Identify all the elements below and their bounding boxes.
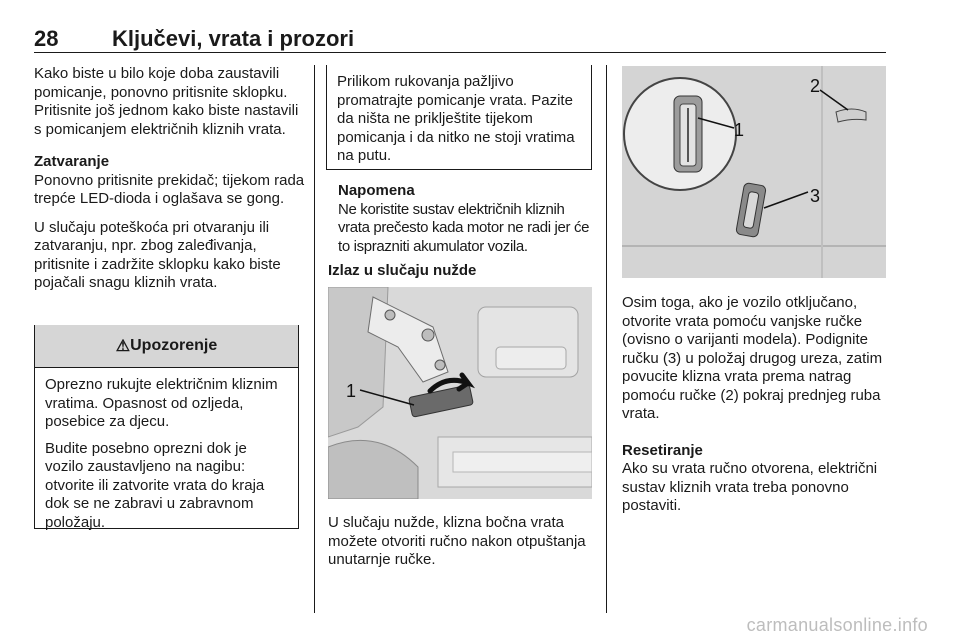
warning-paragraph-2: Budite posebno oprezni dok je vozilo zaustavljeno na nagibu: otvorite ili zatvorite vrata do kraja dok se ne zabravi u zabravnom položaju. [45,439,265,531]
closing-heading: Zatvaranje [34,153,110,170]
emergency-heading: Izlaz u slučaju nužde [328,262,477,279]
reset-paragraph: Ako su vrata ručno otvorena, električni sustav kliznih vrata treba ponovno postaviti. [622,460,878,514]
reset-heading: Resetiranje [622,441,703,459]
note-block [338,182,596,256]
warning-title: Upozorenje [130,337,218,354]
door-handle-illustration [622,66,886,278]
column-divider [606,65,607,613]
figure-label-1: 1 [346,381,357,401]
figure-label-3: 3 [810,186,821,206]
intro-paragraph: Kako biste u bilo koje doba zaustavili pomicanje, ponovno pritisnite sklopku. Pritisnite još jednom kako biste nastavili s pomicanjem električnih kliznih vrata. [34,65,299,138]
caution-text: Prilikom rukovanja pažljivo promatrajte pomicanje vrata. Pazite da ništa ne priklještite tijekom pomicanja i da nitko ne stoji vratima na putu. [337,73,575,164]
figure-label-2: 2 [810,76,821,96]
figure-label-1: 1 [734,120,745,140]
closing-paragraph: Ponovno pritisnite prekidač; tijekom rada trepće LED-dioda i oglašava se gong. [34,171,305,207]
page-number: 28 [34,26,59,51]
warning-icon: ⚠ [115,338,131,355]
door-handle-drawing [622,66,886,278]
column-divider [314,65,315,613]
caution-box [326,65,592,170]
emergency-release-illustration [328,287,592,499]
note-paragraph: Ne koristite sustav električnih kliznih vrata prečesto kada motor ne radi jer će to isprazniti akumulator vozila. [338,200,590,255]
watermark: carmanualsonline.info [746,615,928,635]
unlock-paragraph: Osim toga, ako je vozilo otključano, otvorite vrata pomoću vanjske ručke (ovisno o varijanti modela). Podignite ručku (3) u položaj drugog ureza, zatim povucite klizna vrata prema natrag pomoću ručke (2) pokraj prednjeg ruba vrata. [622,294,883,422]
emergency-release-drawing [328,287,592,499]
column-1 [34,65,306,293]
difficulty-paragraph: U slučaju poteškoća pri otvaranju ili zatvaranju, npr. zbog zaleđivanja, pritisnite i zadržite sklopku kako biste pojačali snagu kliznih vrata. [34,218,281,291]
emergency-paragraph: U slučaju nužde, klizna bočna vrata možete otvoriti ručno nakon otpuštanja unutarnje ručke. [328,514,586,568]
warning-header [35,325,298,368]
header-rule [34,52,886,53]
note-heading: Napomena [338,182,415,199]
warning-paragraph-1: Oprezno rukujte električnim kliznim vratima. Opasnost od ozljeda, posebice za djecu. [45,376,278,430]
column-3-text [622,294,888,516]
warning-box [34,325,299,529]
page-header-title: Ključevi, vrata i prozori [112,26,355,51]
